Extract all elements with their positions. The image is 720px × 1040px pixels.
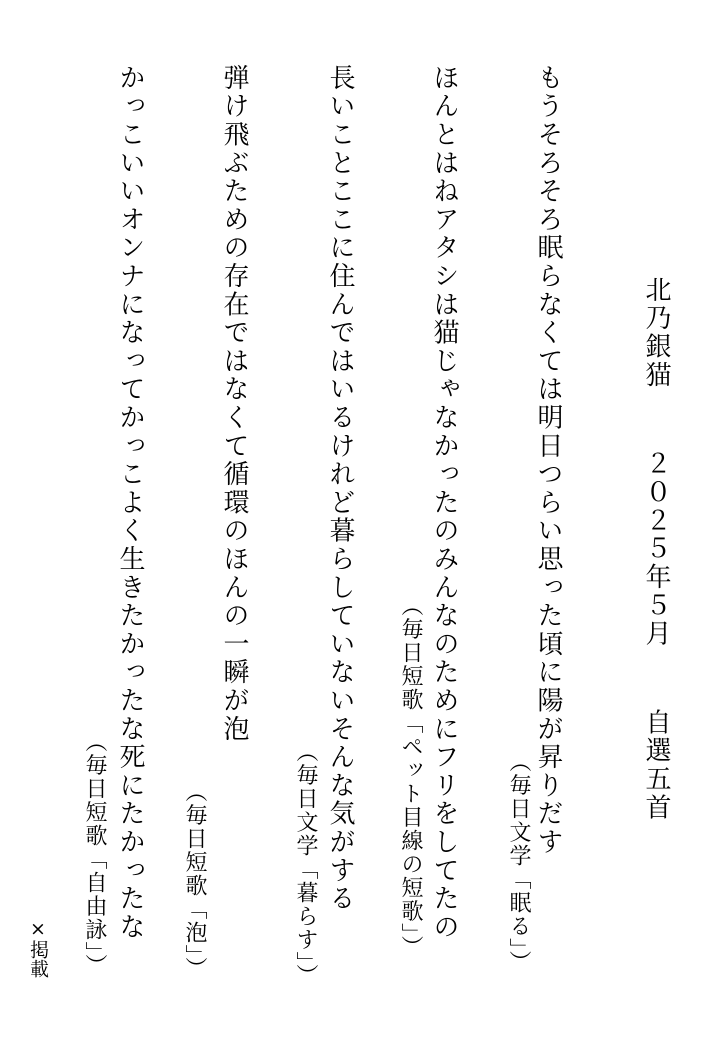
header-column (640, 276, 672, 822)
header-gap-1 (641, 389, 671, 450)
author-name: 北乃銀猫 (641, 276, 671, 390)
poem-2-source: （毎日短歌「ペット目線の短歌」） (398, 594, 423, 959)
poem-4-text: 弾け飛ぶための存在ではなくて循環のほんの一瞬が泡 (219, 64, 249, 744)
poem-5-text: かっこいいオンナになってかっこよく生きたかったな死にたかったな (115, 64, 145, 942)
poem-4-source: （毎日短歌「泡」） (182, 780, 207, 981)
poem-2-text: ほんとはねアタシは猫じゃなかったのみんなのためにフリをしてたの (429, 64, 459, 942)
collection-title: 自選五首 (641, 708, 671, 822)
poem-3-text: 長いことここに住んではいるけれど暮らしていないそんな気がする (325, 64, 355, 913)
poem-1-text: もうそろそろ眠らなくては明日つらい思った頃に陽が昇りだす (533, 64, 563, 857)
date-label: ２０２５年５月 (641, 449, 671, 648)
footnote-not-published: ×掲載 (27, 918, 49, 978)
header-gap-2 (641, 648, 671, 709)
poem-5-source: （毎日短歌「自由詠」） (82, 730, 107, 978)
poem-1-source: （毎日文学「眠る」） (506, 750, 531, 974)
poem-3-source: （毎日文学「暮らす」） (293, 740, 318, 988)
